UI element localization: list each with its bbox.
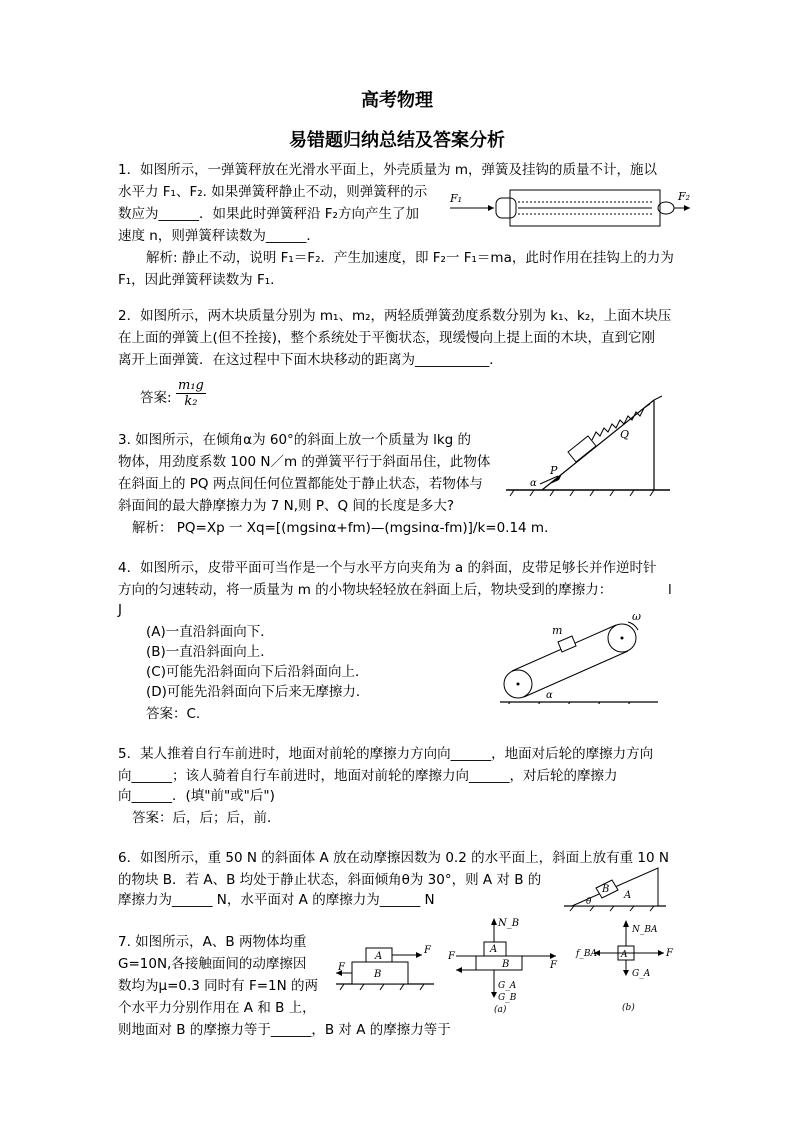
q3-line-1: 3. 如图所示，在倾角α为 60°的斜面上放一个质量为 lkg 的	[118, 432, 472, 448]
q1-line-2: 水平力 F₁、F₂. 如果弹簧秤静止不动，则弹簧秤的示	[118, 184, 428, 200]
q2-line-1: 2．如图所示，两木块质量分别为 m₁、m₂，两轻质弹簧劲度系数分别为 k₁、k₂，上面木块压	[118, 308, 672, 324]
q2-answer-fraction	[176, 378, 206, 409]
fig3-fba: f_BA	[576, 949, 597, 959]
alpha-label-2: α	[546, 690, 553, 701]
q-label: Q	[620, 428, 630, 441]
q4-option-c: (C)可能先沿斜面向下后沿斜面向上．	[146, 664, 369, 680]
fig1-f-left: F	[338, 962, 345, 973]
block-b-label: B	[602, 884, 610, 895]
q1-analysis-1: 解析: 静止不动，说明 F₁＝F₂．产生加速度，即 F₂一 F₁＝ma，此时作用在挂钩上的力为	[146, 250, 674, 266]
q4-answer: 答案：C.	[146, 706, 201, 722]
free-body-figure-b	[574, 918, 678, 1014]
f1-label: F₁	[450, 192, 463, 205]
fig3-ga: G_A	[632, 969, 651, 979]
q7-line-5: 则地面对 B 的摩擦力等于______，B 对 A 的摩擦力等于	[118, 1022, 451, 1038]
q2-line-3: 离开上面弹簧．在这过程中下面木块移动的距离为___________．	[118, 352, 503, 368]
fig2-a: A	[490, 944, 498, 955]
q4-line-2: 方向的匀速转动，将一质量为 m 的小物块轻轻放在斜面上后，物块受到的摩擦力：	[118, 582, 613, 598]
page-title: 高考物理	[361, 90, 433, 111]
spring-scale-figure	[446, 186, 694, 230]
fig1-a: A	[375, 951, 383, 962]
q3-line-4: 斜面间的最大静摩擦力为 7 N,则 P、Q 间的长度是多大?	[118, 498, 455, 514]
q5-answer: 答案：后，后；后，前．	[132, 810, 281, 826]
fig2-ga: G_A	[498, 981, 517, 991]
q2-line-2: 在上面的弹簧上(但不拴接)，整个系统处于平衡状态，现缓慢向上提上面的木块，直到它刚	[118, 330, 656, 346]
q6-line-1: 6．如图所示，重 50 N 的斜面体 A 放在动摩擦因数为 0.2 的水平面上，斜面上放有重 10 N	[118, 850, 669, 866]
alpha-label: α	[530, 478, 537, 489]
wedge-figure	[562, 862, 668, 912]
incline-spring-figure	[504, 394, 676, 498]
m-label: m	[552, 624, 563, 637]
f2-label: F₂	[678, 190, 691, 203]
fig2-caption: (a)	[494, 1005, 507, 1014]
fig2-f-right: F	[550, 960, 557, 971]
q4-line-1: 4．如图所示，皮带平面可当作是一个与水平方向夹角为 a 的斜面，皮带足够长并作逆时针	[118, 560, 657, 576]
q5-line-3: 向______．(填"前"或"后")	[118, 788, 275, 804]
fig2-f-left: F	[448, 951, 455, 962]
fig3-caption: (b)	[622, 1003, 635, 1013]
q7-line-4: 个水平力分别作用在 A 和 B 上，	[118, 1000, 316, 1016]
p-label: P	[550, 464, 558, 477]
q5-line-2: 向______；该人骑着自行车前进时，地面对前轮的摩擦力向______，对后轮的摩擦力	[118, 768, 618, 784]
page-subtitle: 易错题归纳总结及答案分析	[289, 130, 505, 151]
fig2-nb: N_B	[498, 918, 520, 929]
q1-line-4: 速度 n，则弹簧秤读数为______．	[118, 228, 320, 244]
q6-line-3: 摩擦力为______ N，水平面对 A 的摩擦力为______ N	[118, 892, 435, 908]
q2-answer-label: 答案:	[140, 390, 172, 406]
q1-analysis-2: F₁，因此弹簧秤读数为 F₁.	[118, 272, 275, 288]
q2-denominator: k₂	[184, 394, 198, 409]
q3-line-3: 在斜面上的 PQ 两点间任何位置都能处于静止状态，若物体与	[118, 476, 483, 492]
q3-analysis: 解析： PQ=Xp 一 Xq=[(mgsinα+fm)—(mgsinα-fm)]/k=0.14 m．	[132, 520, 558, 536]
q4-option-b: (B)一直沿斜面向上．	[146, 644, 274, 660]
wedge-a-label: A	[624, 890, 632, 901]
q4-option-a: (A)一直沿斜面向下．	[146, 624, 274, 640]
q5-line-1: 5．某人推着自行车前进时，地面对前轮的摩擦力方向向______，地面对后轮的摩擦力方向	[118, 746, 654, 762]
q4-option-d: (D)可能先沿斜面向下后来无摩擦力．	[146, 684, 370, 700]
fig3-nba: N_BA	[632, 925, 658, 935]
q1-line-3: 数应为______．如果此时弹簧秤沿 F₂方向产生了加	[118, 206, 419, 222]
q1-line-1: 1．如图所示，一弹簧秤放在光滑水平面上，外壳质量为 m，弹簧及挂钩的质量不计，施以	[118, 162, 658, 178]
fig3-f: F	[666, 948, 673, 959]
q2-numerator: m₁g	[178, 378, 204, 393]
fig3-a: A	[621, 950, 628, 960]
free-body-figure-a	[446, 914, 566, 1014]
q4-line-3: J	[118, 602, 122, 618]
q6-line-2: 的物块 B．若 A、B 均处于静止状态，斜面倾角θ为 30°，则 A 对 B 的	[118, 872, 542, 888]
fig1-f-right: F	[424, 945, 431, 956]
q7-line-3: 数均为μ=0.3 同时有 F=1N 的两	[118, 978, 319, 994]
conveyor-belt-figure	[500, 612, 660, 704]
fig1-b: B	[374, 969, 382, 980]
q7-line-2: G=10N,各接触面间的动摩擦因	[118, 956, 307, 972]
theta-label: θ	[586, 897, 592, 907]
q4-bracket: l	[668, 582, 672, 598]
stacked-blocks-figure	[330, 940, 440, 992]
fig2-b: B	[502, 959, 510, 970]
q7-line-1: 7. 如图所示，A、B 两物体均重	[118, 934, 307, 950]
omega-label: ω	[632, 612, 641, 623]
q3-line-2: 物体，用劲度系数 100 N／m 的弹簧平行于斜面吊住，此物体	[118, 454, 491, 470]
fig2-gb: G_B	[498, 993, 517, 1003]
